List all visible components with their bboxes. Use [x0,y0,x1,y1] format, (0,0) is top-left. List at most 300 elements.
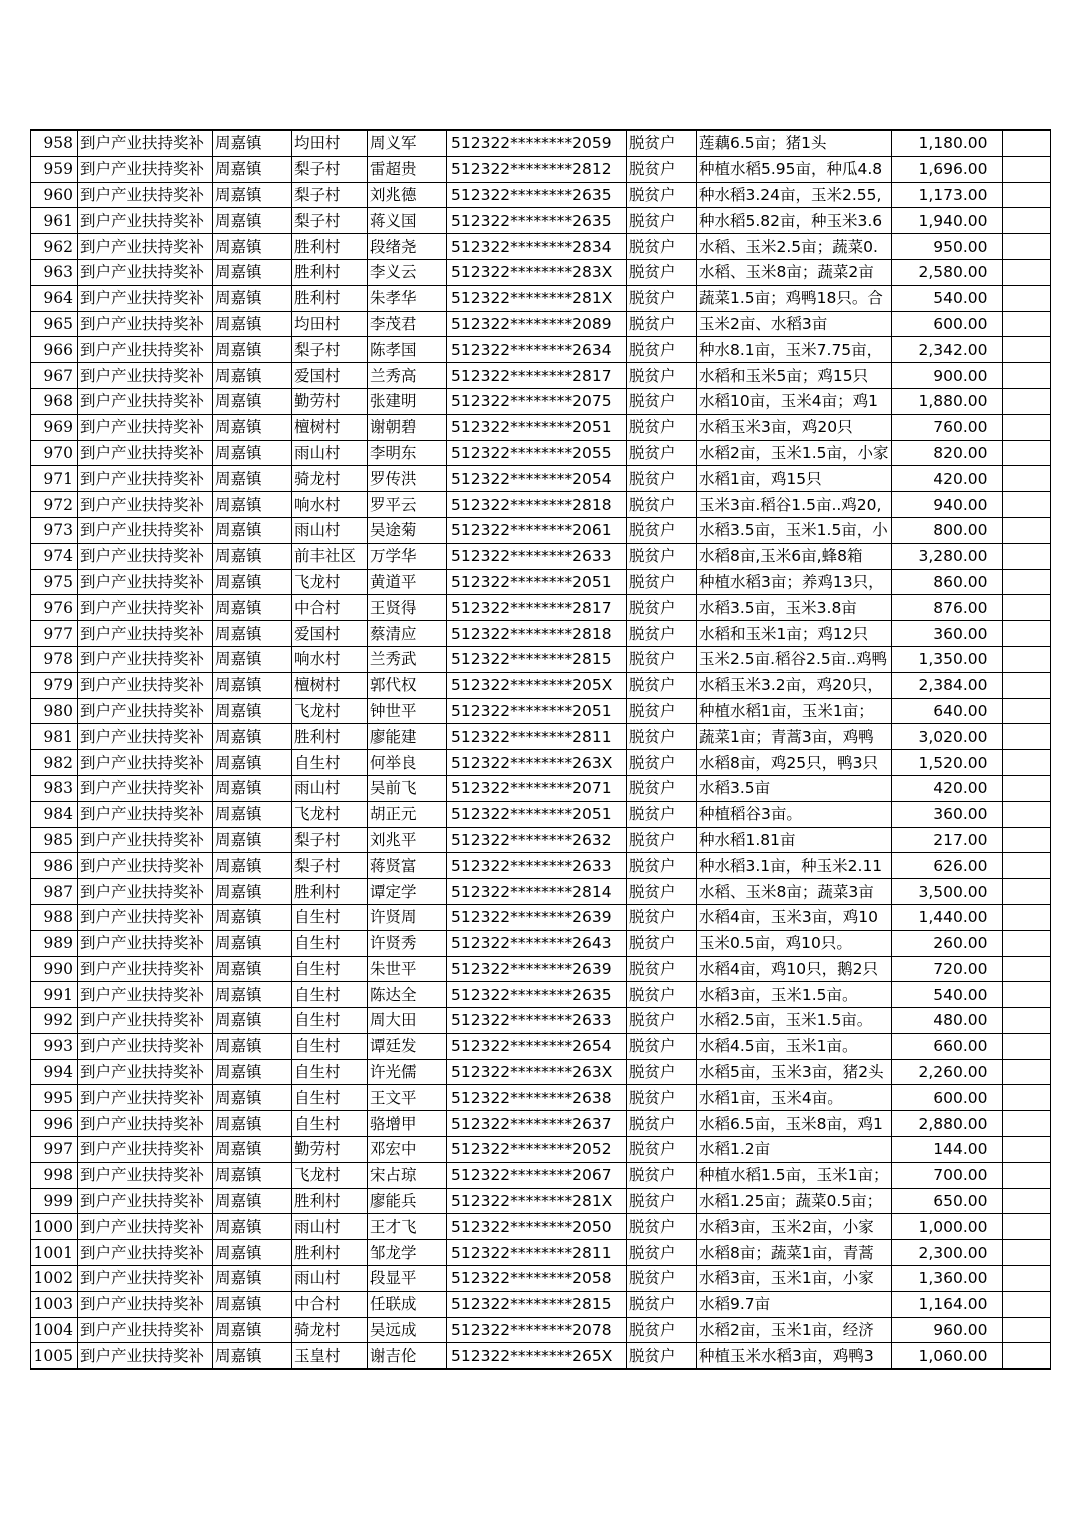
project-name-cell: 到户产业扶持奖补 [78,569,213,595]
subsidy-table [30,129,1051,1370]
household-type-cell: 脱贫户 [627,414,697,440]
project-name-cell: 到户产业扶持奖补 [78,234,213,260]
id-number-cell: 512322********2812 [447,156,627,182]
table-row [31,1162,1051,1188]
person-name-cell: 陈孝国 [368,337,447,363]
project-name-cell: 到户产业扶持奖补 [78,595,213,621]
remark-cell [1002,853,1050,879]
row-number-cell: 995 [31,1085,78,1111]
village-cell: 飞龙村 [292,698,368,724]
household-type-cell: 脱贫户 [627,1188,697,1214]
planting-detail-cell: 水稻2.5亩，玉米1.5亩。 [697,1008,892,1034]
table-row [31,1317,1051,1343]
town-cell: 周嘉镇 [213,1317,292,1343]
subsidy-amount-cell: 360.00 [891,621,1002,647]
row-number-cell: 982 [31,750,78,776]
row-number-cell: 970 [31,440,78,466]
row-number-cell: 958 [31,130,78,156]
town-cell: 周嘉镇 [213,440,292,466]
table-row [31,130,1051,156]
project-name-cell: 到户产业扶持奖补 [78,1240,213,1266]
household-type-cell: 脱贫户 [627,1137,697,1163]
project-name-cell: 到户产业扶持奖补 [78,827,213,853]
remark-cell [1002,672,1050,698]
town-cell: 周嘉镇 [213,466,292,492]
row-number-cell: 964 [31,285,78,311]
id-number-cell: 512322********2818 [447,621,627,647]
table-row [31,801,1051,827]
village-cell: 自生村 [292,1033,368,1059]
village-cell: 前丰社区 [292,543,368,569]
town-cell: 周嘉镇 [213,853,292,879]
table-row [31,775,1051,801]
planting-detail-cell: 水稻、玉米2.5亩；蔬菜0. [697,234,892,260]
table-row [31,853,1051,879]
subsidy-amount-cell: 1,696.00 [891,156,1002,182]
subsidy-amount-cell: 900.00 [891,363,1002,389]
planting-detail-cell: 水稻玉米3.2亩，鸡20只， [697,672,892,698]
project-name-cell: 到户产业扶持奖补 [78,724,213,750]
town-cell: 周嘉镇 [213,621,292,647]
village-cell: 自生村 [292,1111,368,1137]
person-name-cell: 许贤周 [368,904,447,930]
planting-detail-cell: 水稻10亩，玉米4亩；鸡1 [697,388,892,414]
table-row [31,1291,1051,1317]
village-cell: 响水村 [292,492,368,518]
planting-detail-cell: 水稻、玉米8亩；蔬菜2亩 [697,259,892,285]
subsidy-amount-cell: 2,342.00 [891,337,1002,363]
planting-detail-cell: 水稻9.7亩 [697,1291,892,1317]
person-name-cell: 周义军 [368,130,447,156]
person-name-cell: 周大田 [368,1008,447,1034]
person-name-cell: 谭定学 [368,879,447,905]
project-name-cell: 到户产业扶持奖补 [78,1214,213,1240]
row-number-cell: 998 [31,1162,78,1188]
remark-cell [1002,130,1050,156]
id-number-cell: 512322********2059 [447,130,627,156]
planting-detail-cell: 水稻3.5亩，玉米1.5亩，小 [697,517,892,543]
id-number-cell: 512322********2089 [447,311,627,337]
person-name-cell: 朱孝华 [368,285,447,311]
person-name-cell: 兰秀高 [368,363,447,389]
village-cell: 雨山村 [292,440,368,466]
subsidy-amount-cell: 2,880.00 [891,1111,1002,1137]
household-type-cell: 脱贫户 [627,827,697,853]
person-name-cell: 骆增甲 [368,1111,447,1137]
household-type-cell: 脱贫户 [627,775,697,801]
planting-detail-cell: 水稻2亩，玉米1.5亩，小家 [697,440,892,466]
planting-detail-cell: 水稻1亩，鸡15只 [697,466,892,492]
project-name-cell: 到户产业扶持奖补 [78,1291,213,1317]
id-number-cell: 512322********2818 [447,492,627,518]
id-number-cell: 512322********2814 [447,879,627,905]
row-number-cell: 962 [31,234,78,260]
id-number-cell: 512322********2635 [447,208,627,234]
remark-cell [1002,621,1050,647]
id-number-cell: 512322********2834 [447,234,627,260]
village-cell: 响水村 [292,646,368,672]
id-number-cell: 512322********2051 [447,414,627,440]
household-type-cell: 脱贫户 [627,672,697,698]
town-cell: 周嘉镇 [213,1240,292,1266]
table-row [31,672,1051,698]
remark-cell [1002,156,1050,182]
household-type-cell: 脱贫户 [627,543,697,569]
id-number-cell: 512322********265X [447,1343,627,1369]
village-cell: 胜利村 [292,234,368,260]
town-cell: 周嘉镇 [213,363,292,389]
project-name-cell: 到户产业扶持奖补 [78,130,213,156]
remark-cell [1002,311,1050,337]
person-name-cell: 廖能兵 [368,1188,447,1214]
id-number-cell: 512322********2633 [447,853,627,879]
town-cell: 周嘉镇 [213,982,292,1008]
household-type-cell: 脱贫户 [627,517,697,543]
planting-detail-cell: 水稻4亩，玉米3亩，鸡10 [697,904,892,930]
table-row [31,1343,1051,1369]
table-row [31,879,1051,905]
table-row [31,621,1051,647]
remark-cell [1002,492,1050,518]
planting-detail-cell: 水稻3亩，玉米2亩，小家 [697,1214,892,1240]
household-type-cell: 脱贫户 [627,182,697,208]
remark-cell [1002,337,1050,363]
household-type-cell: 脱贫户 [627,337,697,363]
row-number-cell: 973 [31,517,78,543]
planting-detail-cell: 水稻1.2亩 [697,1137,892,1163]
town-cell: 周嘉镇 [213,698,292,724]
table-body [31,130,1051,1369]
town-cell: 周嘉镇 [213,337,292,363]
household-type-cell: 脱贫户 [627,1291,697,1317]
planting-detail-cell: 蔬菜1亩；青蒿3亩，鸡鸭 [697,724,892,750]
remark-cell [1002,1317,1050,1343]
row-number-cell: 994 [31,1059,78,1085]
id-number-cell: 512322********283X [447,259,627,285]
planting-detail-cell: 水稻1.25亩；蔬菜0.5亩； [697,1188,892,1214]
person-name-cell: 郭代权 [368,672,447,698]
row-number-cell: 974 [31,543,78,569]
town-cell: 周嘉镇 [213,1059,292,1085]
project-name-cell: 到户产业扶持奖补 [78,904,213,930]
household-type-cell: 脱贫户 [627,1111,697,1137]
row-number-cell: 968 [31,388,78,414]
project-name-cell: 到户产业扶持奖补 [78,156,213,182]
subsidy-amount-cell: 876.00 [891,595,1002,621]
table-row [31,182,1051,208]
subsidy-amount-cell: 700.00 [891,1162,1002,1188]
person-name-cell: 钟世平 [368,698,447,724]
town-cell: 周嘉镇 [213,1111,292,1137]
village-cell: 骑龙村 [292,466,368,492]
planting-detail-cell: 水稻和玉米5亩；鸡15只 [697,363,892,389]
project-name-cell: 到户产业扶持奖补 [78,311,213,337]
town-cell: 周嘉镇 [213,311,292,337]
subsidy-amount-cell: 3,500.00 [891,879,1002,905]
project-name-cell: 到户产业扶持奖补 [78,414,213,440]
project-name-cell: 到户产业扶持奖补 [78,208,213,234]
project-name-cell: 到户产业扶持奖补 [78,517,213,543]
person-name-cell: 吴远成 [368,1317,447,1343]
household-type-cell: 脱贫户 [627,1266,697,1292]
remark-cell [1002,1266,1050,1292]
remark-cell [1002,466,1050,492]
village-cell: 自生村 [292,1085,368,1111]
household-type-cell: 脱贫户 [627,285,697,311]
project-name-cell: 到户产业扶持奖补 [78,1111,213,1137]
subsidy-amount-cell: 1,520.00 [891,750,1002,776]
planting-detail-cell: 水稻5亩，玉米3亩，猪2头 [697,1059,892,1085]
household-type-cell: 脱贫户 [627,569,697,595]
household-type-cell: 脱贫户 [627,801,697,827]
id-number-cell: 512322********2635 [447,982,627,1008]
table-row [31,1266,1051,1292]
project-name-cell: 到户产业扶持奖补 [78,930,213,956]
planting-detail-cell: 水稻1亩，玉米4亩。 [697,1085,892,1111]
remark-cell [1002,698,1050,724]
row-number-cell: 965 [31,311,78,337]
person-name-cell: 蒋贤富 [368,853,447,879]
village-cell: 飞龙村 [292,1162,368,1188]
household-type-cell: 脱贫户 [627,853,697,879]
household-type-cell: 脱贫户 [627,363,697,389]
remark-cell [1002,646,1050,672]
village-cell: 檀树村 [292,672,368,698]
table-row [31,982,1051,1008]
subsidy-amount-cell: 1,180.00 [891,130,1002,156]
id-number-cell: 512322********2067 [447,1162,627,1188]
subsidy-amount-cell: 950.00 [891,234,1002,260]
subsidy-amount-cell: 540.00 [891,285,1002,311]
household-type-cell: 脱贫户 [627,904,697,930]
village-cell: 爱国村 [292,363,368,389]
person-name-cell: 雷超贵 [368,156,447,182]
table-row [31,156,1051,182]
town-cell: 周嘉镇 [213,208,292,234]
id-number-cell: 512322********2051 [447,569,627,595]
village-cell: 自生村 [292,750,368,776]
subsidy-amount-cell: 1,440.00 [891,904,1002,930]
subsidy-amount-cell: 1,000.00 [891,1214,1002,1240]
id-number-cell: 512322********2050 [447,1214,627,1240]
person-name-cell: 蒋义国 [368,208,447,234]
remark-cell [1002,1162,1050,1188]
id-number-cell: 512322********2051 [447,698,627,724]
village-cell: 胜利村 [292,1188,368,1214]
planting-detail-cell: 玉米3亩.稻谷1.5亩..鸡20, [697,492,892,518]
project-name-cell: 到户产业扶持奖补 [78,775,213,801]
id-number-cell: 512322********2654 [447,1033,627,1059]
planting-detail-cell: 种植水稻3亩；养鸡13只， [697,569,892,595]
id-number-cell: 512322********2058 [447,1266,627,1292]
row-number-cell: 971 [31,466,78,492]
village-cell: 中合村 [292,595,368,621]
id-number-cell: 512322********2055 [447,440,627,466]
project-name-cell: 到户产业扶持奖补 [78,1059,213,1085]
id-number-cell: 512322********281X [447,1188,627,1214]
row-number-cell: 980 [31,698,78,724]
remark-cell [1002,1188,1050,1214]
row-number-cell: 975 [31,569,78,595]
row-number-cell: 986 [31,853,78,879]
project-name-cell: 到户产业扶持奖补 [78,982,213,1008]
remark-cell [1002,1343,1050,1369]
row-number-cell: 969 [31,414,78,440]
subsidy-amount-cell: 800.00 [891,517,1002,543]
subsidy-amount-cell: 360.00 [891,801,1002,827]
row-number-cell: 989 [31,930,78,956]
subsidy-amount-cell: 420.00 [891,775,1002,801]
table-row [31,234,1051,260]
project-name-cell: 到户产业扶持奖补 [78,543,213,569]
table-row [31,956,1051,982]
person-name-cell: 何举良 [368,750,447,776]
subsidy-amount-cell: 1,350.00 [891,646,1002,672]
planting-detail-cell: 种水稻1.81亩 [697,827,892,853]
person-name-cell: 兰秀武 [368,646,447,672]
subsidy-amount-cell: 3,280.00 [891,543,1002,569]
project-name-cell: 到户产业扶持奖补 [78,1033,213,1059]
subsidy-amount-cell: 420.00 [891,466,1002,492]
id-number-cell: 512322********2078 [447,1317,627,1343]
town-cell: 周嘉镇 [213,543,292,569]
household-type-cell: 脱贫户 [627,879,697,905]
remark-cell [1002,930,1050,956]
remark-cell [1002,569,1050,595]
planting-detail-cell: 种植稻谷3亩。 [697,801,892,827]
id-number-cell: 512322********2075 [447,388,627,414]
remark-cell [1002,1059,1050,1085]
household-type-cell: 脱贫户 [627,1317,697,1343]
remark-cell [1002,388,1050,414]
id-number-cell: 512322********263X [447,1059,627,1085]
town-cell: 周嘉镇 [213,569,292,595]
remark-cell [1002,543,1050,569]
project-name-cell: 到户产业扶持奖补 [78,672,213,698]
planting-detail-cell: 蔬菜1.5亩；鸡鸭18只。合 [697,285,892,311]
project-name-cell: 到户产业扶持奖补 [78,259,213,285]
planting-detail-cell: 水稻、玉米8亩；蔬菜3亩 [697,879,892,905]
person-name-cell: 朱世平 [368,956,447,982]
person-name-cell: 邓宏中 [368,1137,447,1163]
row-number-cell: 978 [31,646,78,672]
project-name-cell: 到户产业扶持奖补 [78,853,213,879]
table-row [31,517,1051,543]
village-cell: 雨山村 [292,1266,368,1292]
village-cell: 胜利村 [292,724,368,750]
village-cell: 胜利村 [292,879,368,905]
row-number-cell: 1003 [31,1291,78,1317]
remark-cell [1002,285,1050,311]
table-row [31,543,1051,569]
id-number-cell: 512322********2633 [447,1008,627,1034]
remark-cell [1002,1240,1050,1266]
remark-cell [1002,414,1050,440]
row-number-cell: 979 [31,672,78,698]
subsidy-amount-cell: 2,580.00 [891,259,1002,285]
village-cell: 檀树村 [292,414,368,440]
town-cell: 周嘉镇 [213,1162,292,1188]
person-name-cell: 黄道平 [368,569,447,595]
village-cell: 梨子村 [292,156,368,182]
village-cell: 自生村 [292,930,368,956]
table-row [31,363,1051,389]
table-row [31,750,1051,776]
id-number-cell: 512322********2051 [447,801,627,827]
household-type-cell: 脱贫户 [627,156,697,182]
remark-cell [1002,904,1050,930]
row-number-cell: 972 [31,492,78,518]
table-row [31,1008,1051,1034]
row-number-cell: 1001 [31,1240,78,1266]
planting-detail-cell: 水稻4.5亩，玉米1亩。 [697,1033,892,1059]
id-number-cell: 512322********2061 [447,517,627,543]
table-row [31,208,1051,234]
project-name-cell: 到户产业扶持奖补 [78,1188,213,1214]
id-number-cell: 512322********2811 [447,1240,627,1266]
person-name-cell: 陈达全 [368,982,447,1008]
household-type-cell: 脱贫户 [627,982,697,1008]
household-type-cell: 脱贫户 [627,621,697,647]
household-type-cell: 脱贫户 [627,750,697,776]
subsidy-amount-cell: 940.00 [891,492,1002,518]
remark-cell [1002,1033,1050,1059]
table-row [31,904,1051,930]
town-cell: 周嘉镇 [213,182,292,208]
subsidy-amount-cell: 1,940.00 [891,208,1002,234]
subsidy-amount-cell: 1,880.00 [891,388,1002,414]
id-number-cell: 512322********2639 [447,904,627,930]
household-type-cell: 脱贫户 [627,1240,697,1266]
row-number-cell: 984 [31,801,78,827]
person-name-cell: 蔡清应 [368,621,447,647]
household-type-cell: 脱贫户 [627,259,697,285]
town-cell: 周嘉镇 [213,1033,292,1059]
subsidy-amount-cell: 540.00 [891,982,1002,1008]
table-row [31,311,1051,337]
village-cell: 飞龙村 [292,801,368,827]
project-name-cell: 到户产业扶持奖补 [78,1162,213,1188]
village-cell: 均田村 [292,311,368,337]
id-number-cell: 512322********2634 [447,337,627,363]
project-name-cell: 到户产业扶持奖补 [78,337,213,363]
row-number-cell: 992 [31,1008,78,1034]
subsidy-amount-cell: 650.00 [891,1188,1002,1214]
household-type-cell: 脱贫户 [627,724,697,750]
id-number-cell: 512322********2638 [447,1085,627,1111]
person-name-cell: 谢朝碧 [368,414,447,440]
id-number-cell: 512322********2637 [447,1111,627,1137]
person-name-cell: 宋占琼 [368,1162,447,1188]
household-type-cell: 脱贫户 [627,492,697,518]
village-cell: 梨子村 [292,827,368,853]
row-number-cell: 967 [31,363,78,389]
village-cell: 雨山村 [292,775,368,801]
subsidy-amount-cell: 260.00 [891,930,1002,956]
town-cell: 周嘉镇 [213,285,292,311]
subsidy-amount-cell: 600.00 [891,1085,1002,1111]
subsidy-amount-cell: 217.00 [891,827,1002,853]
town-cell: 周嘉镇 [213,130,292,156]
village-cell: 飞龙村 [292,569,368,595]
table-row [31,724,1051,750]
town-cell: 周嘉镇 [213,414,292,440]
planting-detail-cell: 水稻2亩，玉米1亩，经济 [697,1317,892,1343]
remark-cell [1002,750,1050,776]
table-row [31,337,1051,363]
subsidy-amount-cell: 660.00 [891,1033,1002,1059]
id-number-cell: 512322********2071 [447,775,627,801]
